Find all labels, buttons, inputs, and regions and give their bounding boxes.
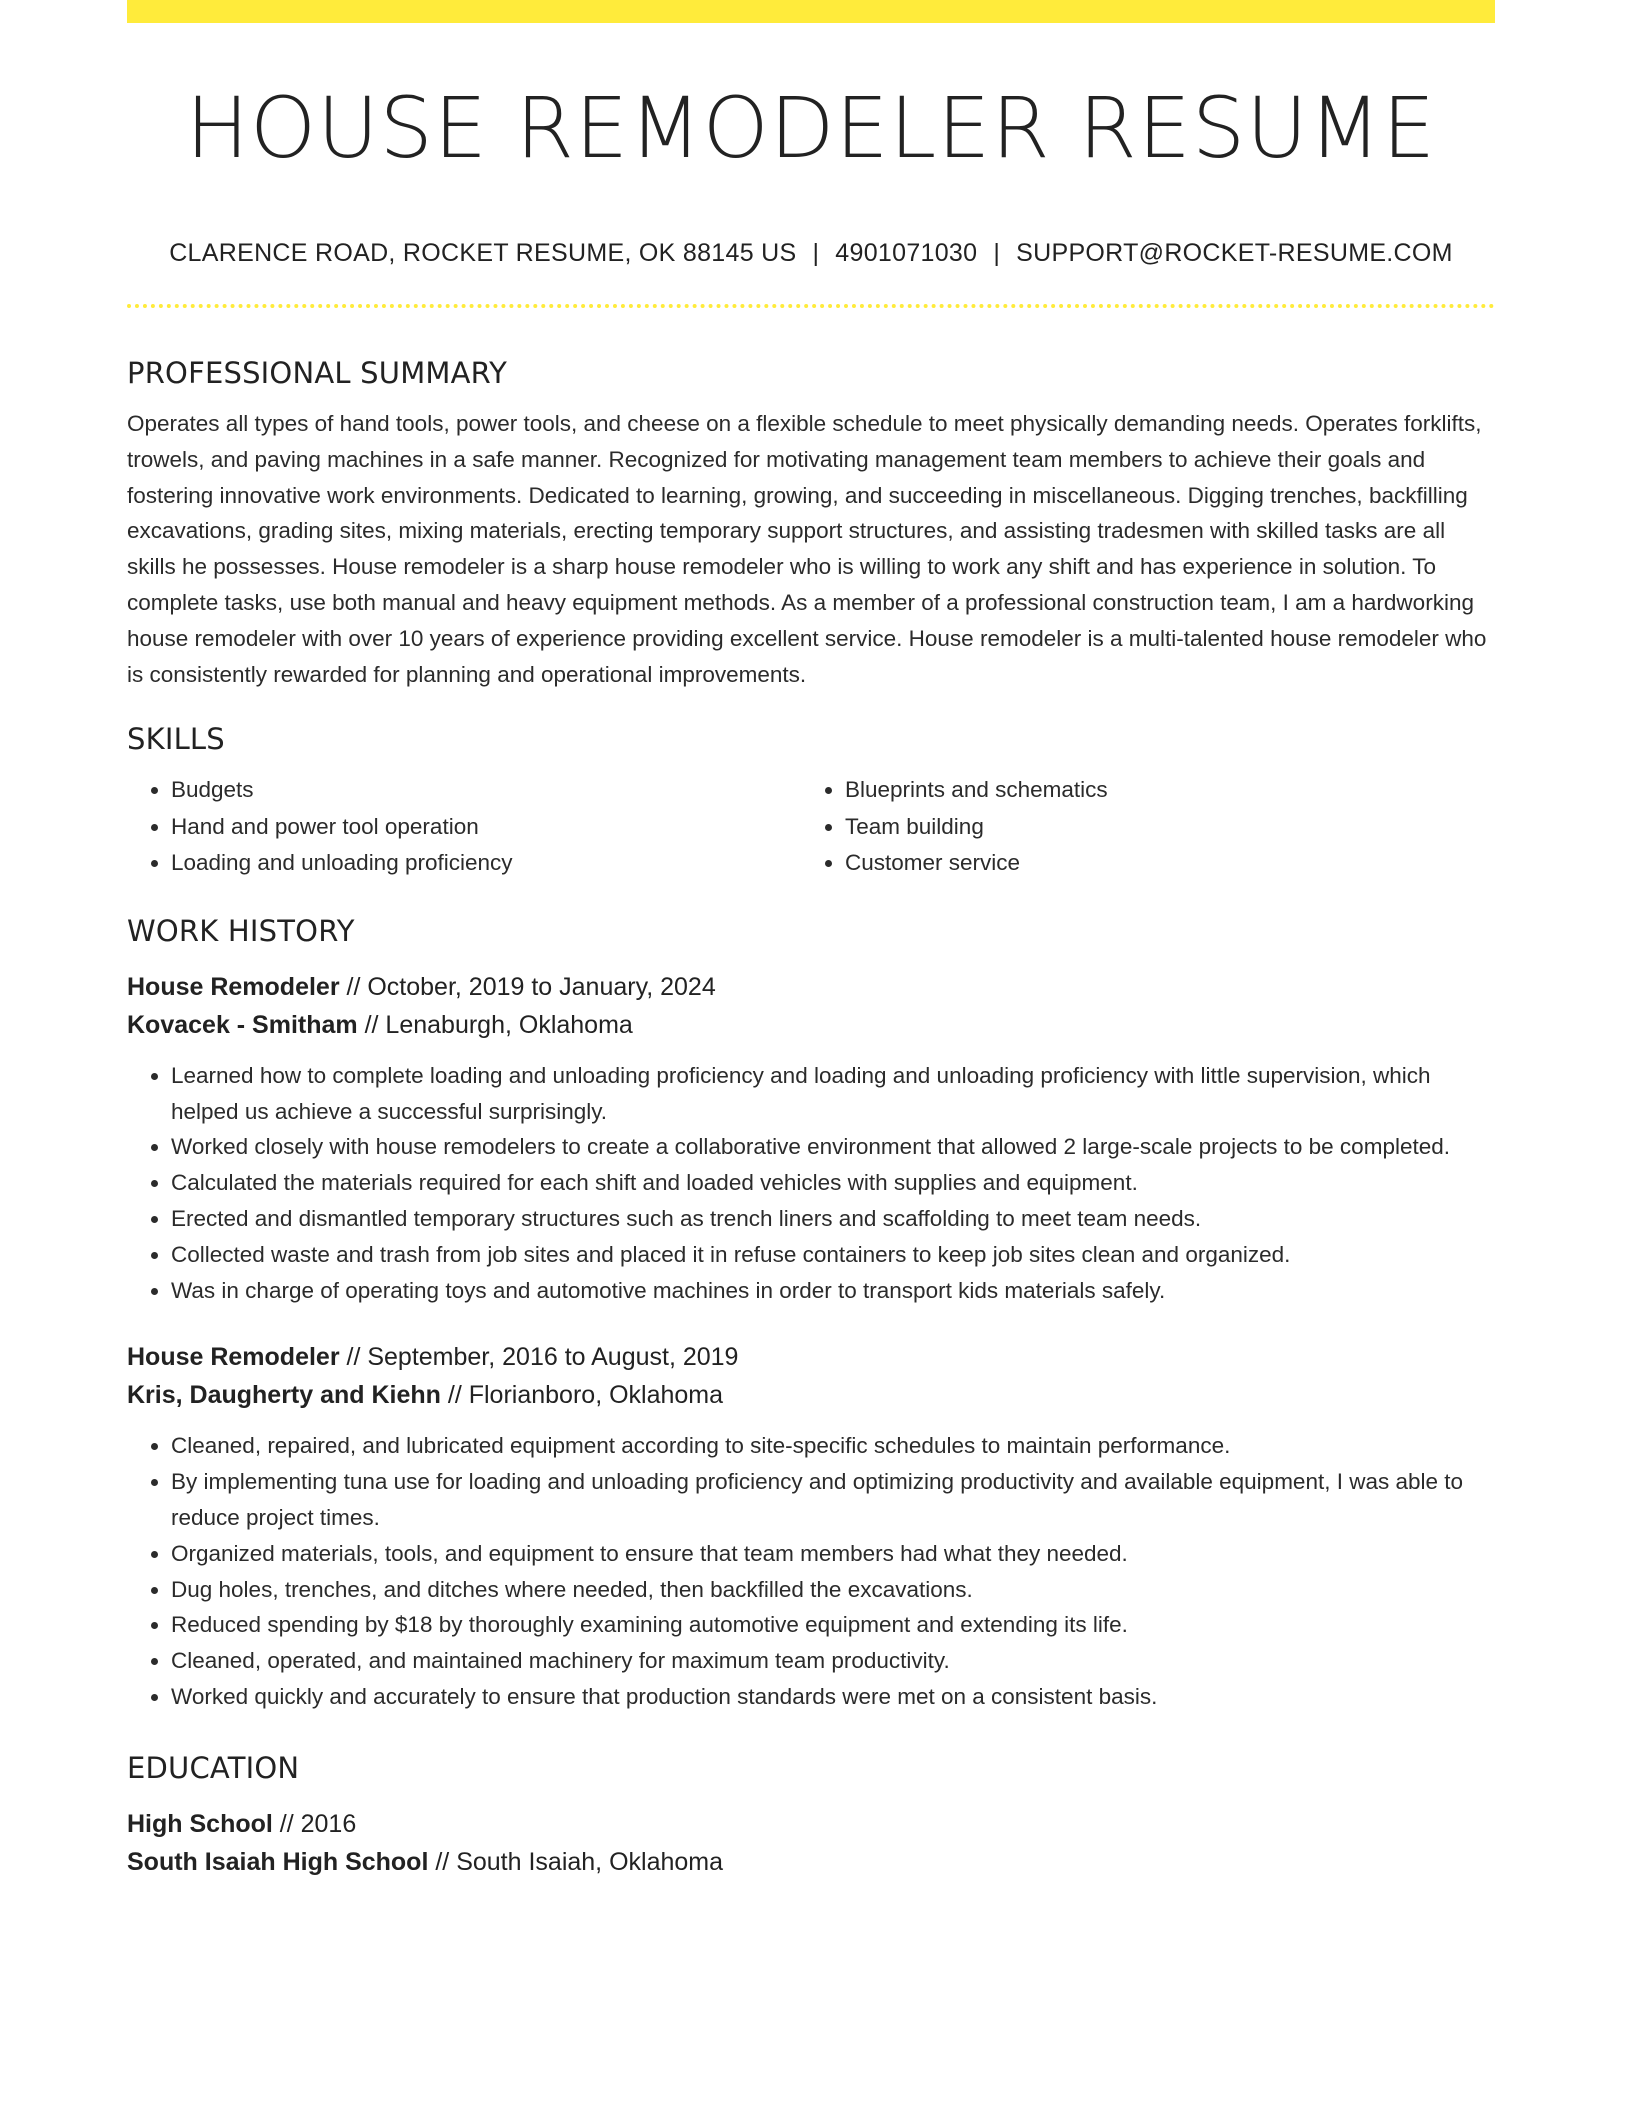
job-company: Kovacek - Smitham [127,1010,358,1039]
skills-heading: SKILLS [127,722,225,757]
education-degree-line [127,1805,1495,1843]
job-company-line [127,1006,1495,1044]
education-entry [127,1805,1495,1881]
resume-body [127,350,1495,1881]
contact-address: CLARENCE ROAD, ROCKET RESUME, OK 88145 US [169,239,797,267]
job-bullet: • Calculated the materials required for each shift and loaded vehicles with supplies and equipment. [171,1165,1495,1201]
job-location: // Florianboro, Oklahoma [440,1381,724,1410]
skills-list-left [127,772,801,882]
job-bullet: • Dug holes, trenches, and ditches where needed, then backfilled the excavations. [171,1572,1495,1608]
education-school-line [127,1843,1495,1881]
job-bullet: • Worked closely with house remodelers to create a collaborative environment that allowed 2 large-scale projects to be completed. [171,1129,1495,1165]
dotted-divider [127,304,1495,308]
contact-phone: 4901071030 [835,239,978,267]
contact-line [127,236,1495,270]
job-bullet: • Erected and dismantled temporary structures such as trench liners and scaffolding to meet team needs. [171,1201,1495,1237]
skill-item: • Customer service [845,845,1475,882]
job-title-line [127,1338,1495,1376]
job-company-line [127,1376,1495,1414]
skill-item: • Budgets [171,772,801,809]
summary-text: Operates all types of hand tools, power tools, and cheese on a flexible schedule to meet physically demanding needs. Operates forklifts, trowels, and paving machines in a safe manner. Recognized for motivating management team members to achieve their goals and fostering innovative work environments. Dedicated to learning, growing, and succeeding in miscellaneous. Digging trenches, backfilling excavations, grading sites, mixing materials, erecting temporary support structures, and assisting tradesmen with skilled tasks are all skills he possesses. House remodeler is a sharp house remodeler who is willing to work any shift and has experience in solution. To complete tasks, use both manual and heavy equipment methods. As a member of a professional construction team, I am a hardworking house remodeler with over 10 years of experience providing excellent service. House remodeler is a multi-talented house remodeler who is consistently rewarded for planning and operational improvements. [127,411,1487,687]
job-title-line [127,968,1495,1006]
job-company: Kris, Daugherty and Kiehn [127,1381,441,1410]
job-bullets [127,1058,1495,1309]
contact-separator: | [812,239,820,267]
education-school: South Isaiah High School [127,1847,429,1876]
job-bullet: • Collected waste and trash from job sites and placed it in refuse containers to keep job sites clean and organized. [171,1237,1495,1273]
job-bullet: • Reduced spending by $18 by thoroughly examining automotive equipment and extending its life. [171,1607,1495,1643]
job-entry [127,1338,1495,1714]
job-dates: // September, 2016 to August, 2019 [339,1343,739,1372]
skills-columns [127,772,1495,882]
contact-email: SUPPORT@ROCKET-RESUME.COM [1016,239,1453,267]
job-dates: // October, 2019 to January, 2024 [339,972,716,1001]
education-location: // South Isaiah, Oklahoma [428,1847,724,1876]
job-entry [127,968,1495,1309]
job-location: // Lenaburgh, Oklahoma [357,1010,633,1039]
skill-item: • Blueprints and schematics [845,772,1475,809]
skill-item: • Team building [845,809,1475,846]
education-year: // 2016 [272,1809,357,1838]
skill-item: • Loading and unloading proficiency [171,845,801,882]
contact-separator: | [993,239,1001,267]
education-heading: EDUCATION [127,1750,300,1785]
job-bullet: • By implementing tuna use for loading and unloading proficiency and optimizing productivity and available equipment, I was able to reduce project times. [171,1464,1495,1536]
job-bullets [127,1428,1495,1714]
summary-heading: PROFESSIONAL SUMMARY [127,356,508,390]
job-title: House Remodeler [127,972,340,1001]
skills-list-right [801,772,1475,882]
job-bullet: • Learned how to complete loading and unloading proficiency and loading and unloading proficiency with little supervision, which helped us achieve a successful surprisingly. [171,1058,1495,1130]
job-bullet: • Organized materials, tools, and equipment to ensure that team members had what they needed. [171,1536,1495,1572]
job-bullet: • Cleaned, repaired, and lubricated equipment according to site-specific schedules to maintain performance. [171,1428,1495,1464]
job-bullet: • Cleaned, operated, and maintained machinery for maximum team productivity. [171,1643,1495,1679]
job-bullet: • Was in charge of operating toys and automotive machines in order to transport kids materials safely. [171,1273,1495,1309]
accent-top-bar [127,0,1495,23]
resume-title: HOUSE REMODELER RESUME [185,79,1437,177]
job-title: House Remodeler [127,1343,340,1372]
work-history-heading: WORK HISTORY [127,913,355,948]
education-degree: High School [127,1809,273,1838]
skill-item: • Hand and power tool operation [171,809,801,846]
job-bullet: • Worked quickly and accurately to ensure that production standards were met on a consistent basis. [171,1679,1495,1715]
